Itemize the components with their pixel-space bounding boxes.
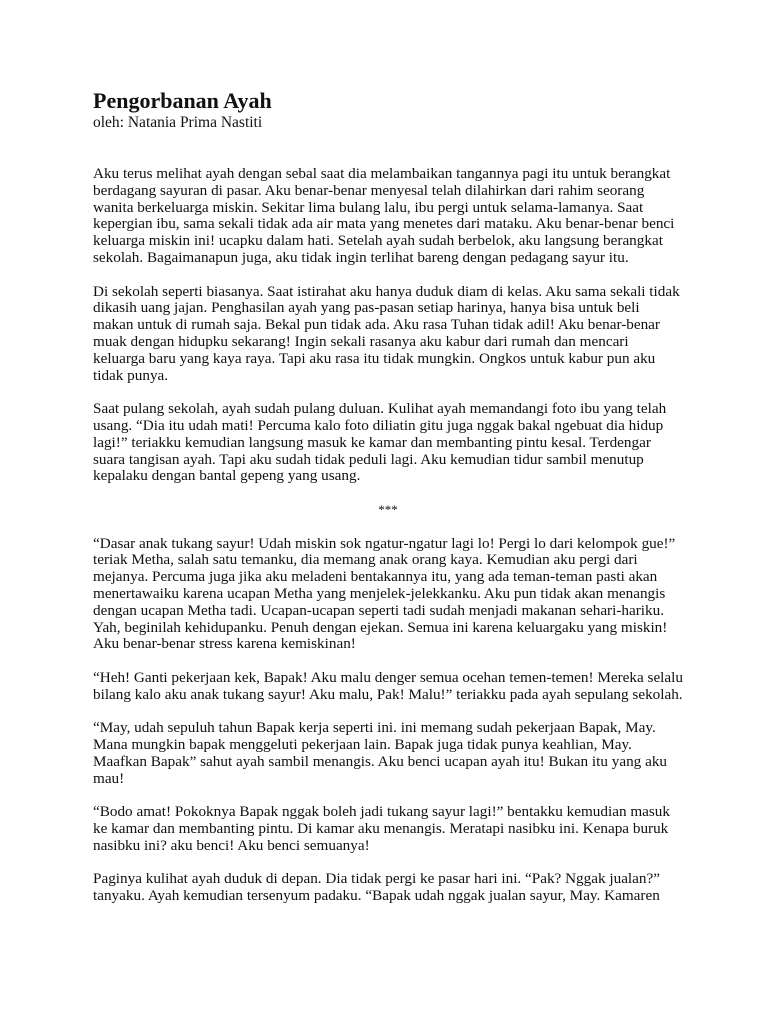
paragraph-7: “Bodo amat! Pokoknya Bapak nggak boleh jadi tukang sayur lagi!” bentakku kemudian masuk ke kamar dan membanting pintu. Di kamar aku menangis. Meratapi nasibku ini. Kenapa buruk nasibku ini? aku benci! Aku benci semuanya! (93, 803, 670, 854)
paragraph-3: Saat pulang sekolah, ayah sudah pulang duluan. Kulihat ayah memandangi foto ibu yang telah usang. “Dia itu udah mati! Percuma kalo foto diliatin gitu juga nggak bakal ngebuat dia hidup lagi!” teriakku kemudian langsung masuk ke kamar dan membanting pintu kesal. Terdengar suara tangisan ayah. Tapi aku sudah tidak peduli lagi. Aku kemudian tidur sambil menutup kepalaku dengan bantal gepeng yang usang. (93, 400, 667, 485)
paragraph-4: “Dasar anak tukang sayur! Udah miskin sok ngatur-ngatur lagi lo! Pergi lo dari kelompok gue!” teriak Metha, salah satu temanku, dia memang anak orang kaya. Kemudian aku pergi dari mejanya. Percuma juga jika aku meladeni bentakannya itu, yang ada teman-teman pasti akan menertawaiku karena ucapan Metha yang menjelek-jelekkanku. Aku pun tidak akan menangis dengan ucapan Metha tadi. Ucapan-ucapan seperti tadi sudah menjadi makanan sehari-hariku. Yah, beginilah kehidupanku. Penuh dengan ejekan. Semua ini karena keluargaku yang miskin! Aku benar-benar stress karena kemiskinan! (93, 534, 676, 653)
story-title: Pengorbanan Ayah (93, 88, 272, 113)
paragraph-6: “May, udah sepuluh tahun Bapak kerja seperti ini. ini memang sudah pekerjaan Bapak, May. Mana mungkin bapak menggeluti pekerjaan lain. Bapak juga tidak punya keahlian, May. Maafkan Bapak” sahut ayah sambil menangis. Aku benci ucapan ayah itu! Bukan itu yang aku mau! (93, 719, 668, 787)
author-byline: oleh: Natania Prima Nastiti (93, 114, 263, 131)
paragraph-5: “Heh! Ganti pekerjaan kek, Bapak! Aku malu denger semua ocehan temen-temen! Mereka selalu bilang kalo aku anak tukang sayur! Aku malu, Pak! Malu!” teriakku pada ayah sepulang sekolah. (93, 668, 683, 703)
section-separator: *** (378, 501, 398, 517)
paragraph-1: Aku terus melihat ayah dengan sebal saat dia melambaikan tangannya pagi itu untuk berangkat berdagang sayuran di pasar. Aku benar-benar menyesal telah dilahirkan dari rahim seorang wanita berkeluarga miskin. Sekitar lima bulang lalu, ibu pergi untuk selama-lamanya. Saat kepergian ibu, sama sekali tidak ada air mata yang menetes dari mataku. Aku benar-benar benci keluarga miskin ini! ucapku dalam hati. Setelah ayah sudah berbelok, aku langsung berangkat sekolah. Bagaimanapun juga, aku tidak ingin terlihat bareng dengan pedagang sayur itu. (93, 165, 675, 266)
document-page (93, 88, 683, 905)
paragraph-8: Paginya kulihat ayah duduk di depan. Dia tidak pergi ke pasar hari ini. “Pak? Nggak jualan?” tanyaku. Ayah kemudian tersenyum padaku. “Bapak udah nggak jualan sayur, May. Kamaren (93, 870, 660, 905)
paragraph-2: Di sekolah seperti biasanya. Saat istirahat aku hanya duduk diam di kelas. Aku sama sekali tidak dikasih uang jajan. Penghasilan ayah yang pas-pasan setiap harinya, hanya bisa untuk beli makan untuk di rumah saja. Bekal pun tidak ada. Aku rasa Tuhan tidak adil! Aku benar-benar muak dengan hidupku sekarang! Ingin sekali rasanya aku kabur dari rumah dan mencari keluarga baru yang kaya raya. Tapi aku rasa itu tidak mungkin. Ongkos untuk kabur pun aku tidak punya. (93, 282, 680, 384)
